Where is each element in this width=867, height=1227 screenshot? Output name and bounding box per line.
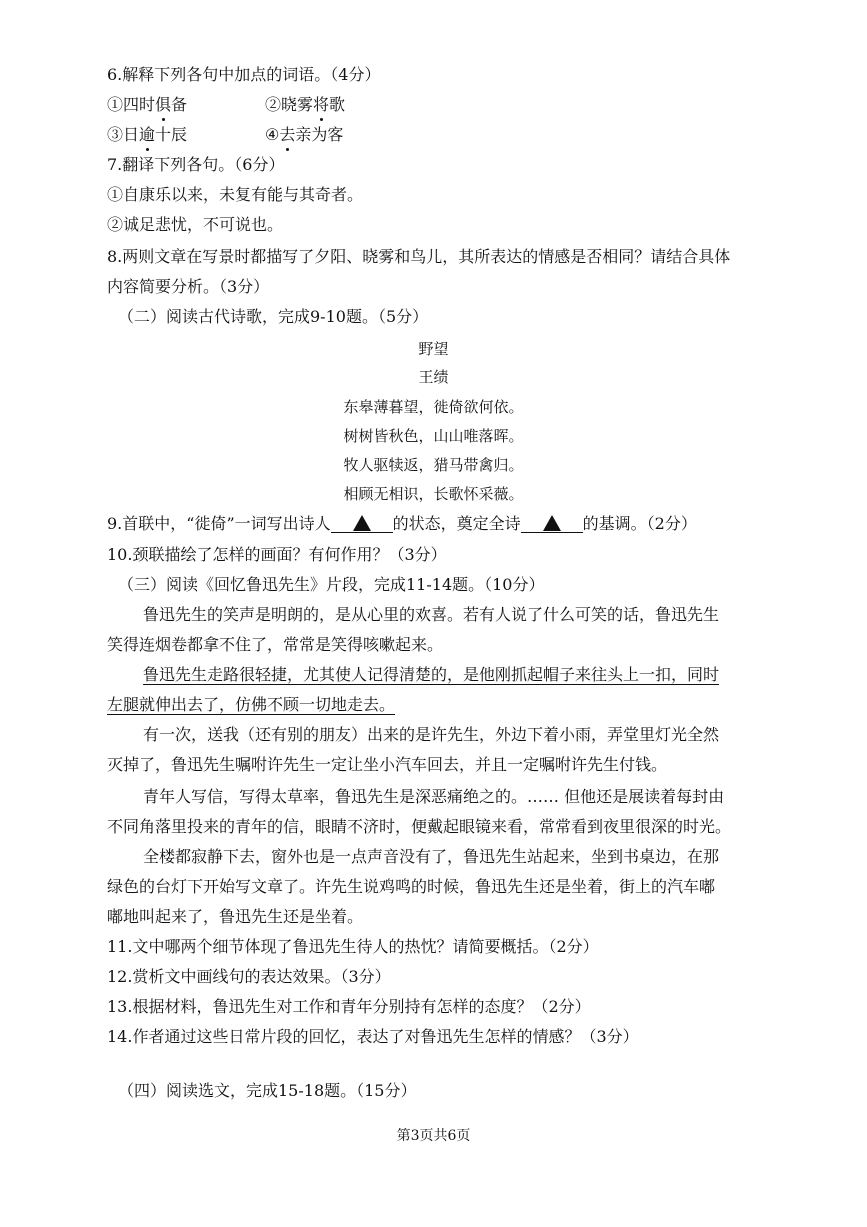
q9-part-2: 的状态，奠定全诗 bbox=[392, 514, 521, 533]
passage-p5-line-1: 全楼都寂静下去，窗外也是一点声音没有了，鲁迅先生站起来，坐到书桌边，在那 bbox=[143, 847, 720, 866]
passage-p3-line-1: 有一次，送我（还有别的朋友）出来的是许先生，外边下着小雨，弄堂里灯光全然 bbox=[143, 725, 720, 744]
q6-item-2-pre: ②晓雾 bbox=[265, 95, 314, 114]
passage-p4-line-2: 不同角落里投来的青年的信，眼睛不济时，便戴起眼镜来看，常常看到夜里很深的时光。 bbox=[107, 817, 732, 836]
passage-p1-line-1: 鲁迅先生的笑声是明朗的，是从心里的欢喜。若有人说了什么可笑的话，鲁迅先生 bbox=[143, 605, 720, 624]
passage-p2-line-1: 鲁迅先生走路很轻捷，尤其使人记得清楚的，是他刚抓起帽子来往头上一扣，同时 bbox=[143, 665, 720, 684]
q6-item-4-dotted: 去 bbox=[279, 125, 296, 144]
section-3-heading: （三）阅读《回忆鲁迅先生》片段，完成11-14题。（10分） bbox=[118, 575, 545, 594]
q6-item-3-post: 十辰 bbox=[155, 125, 188, 144]
q6-item-4 bbox=[265, 124, 343, 146]
q12: 12.赏析文中画线句的表达效果。（3分） bbox=[107, 967, 391, 986]
q10: 10.颈联描绘了怎样的画面？有何作用？（3分） bbox=[107, 545, 447, 564]
section-2-heading: （二）阅读古代诗歌，完成9-10题。（5分） bbox=[118, 307, 429, 326]
q6-item-4-pre: ④ bbox=[265, 125, 280, 144]
q9-part-1: 9.首联中，“徙倚”一词写出诗人 bbox=[107, 514, 331, 533]
poem-line-2: 树树皆秋色，山山唯落晖。 bbox=[343, 427, 524, 445]
q7-stem: 7.翻译下列各句。（6分） bbox=[107, 155, 285, 174]
q7-sentence-2: ②诚足悲忧，不可说也。 bbox=[107, 215, 284, 234]
q6-item-2 bbox=[265, 94, 345, 116]
q9 bbox=[107, 513, 697, 535]
poem-line-1: 东皋薄暮望，徙倚欲何依。 bbox=[343, 398, 524, 416]
q6-item-2-post: 歌 bbox=[329, 95, 346, 114]
q6-item-3-dotted: 逾 bbox=[139, 125, 156, 144]
poem-line-4: 相顾无相识，长歌怀采薇。 bbox=[343, 485, 524, 503]
passage-p5-line-2: 绿色的台灯下开始写文章了。许先生说鸡鸣的时候，鲁迅先生还是坐着，街上的汽车嘟 bbox=[107, 877, 716, 896]
q6-item-1-post: 备 bbox=[171, 95, 188, 114]
q14: 14.作者通过这些日常片段的回忆，表达了对鲁迅先生怎样的情感？（3分） bbox=[107, 1027, 639, 1046]
passage-p3-line-2: 灭掉了，鲁迅先生嘱咐许先生一定让坐小汽车回去，并且一定嘱咐许先生付钱。 bbox=[107, 755, 668, 774]
poem-line-3: 牧人驱犊返，猎马带禽归。 bbox=[343, 456, 524, 474]
triangle-icon bbox=[353, 515, 371, 531]
page-footer: 第3页共6页 bbox=[396, 1128, 471, 1144]
q6-item-1-pre: ①四时 bbox=[107, 95, 156, 114]
q9-part-3: 的基调。（2分） bbox=[582, 514, 697, 533]
q6-item-1-dotted: 俱 bbox=[155, 95, 172, 114]
poem-title: 野望 bbox=[418, 340, 449, 358]
q11: 11.文中哪两个细节体现了鲁迅先生待人的热忱？请简要概括。（2分） bbox=[107, 937, 599, 956]
q6-item-2-dotted: 将 bbox=[313, 95, 330, 114]
q6-stem: 6.解释下列各句中加点的词语。（4分） bbox=[107, 65, 381, 84]
passage-p2-line-2: 左腿就伸出去了，仿佛不顾一切地走去。 bbox=[107, 695, 396, 714]
poem-author: 王绩 bbox=[418, 368, 449, 386]
q8-line-1: 8.两则文章在写景时都描写了夕阳、晓雾和鸟儿，其所表达的情感是否相同？请结合具体 bbox=[107, 247, 731, 266]
passage-p4-line-1: 青年人写信，写得太草率，鲁迅先生是深恶痛绝之的。…… 但他还是展读着每封由 bbox=[143, 787, 725, 806]
q6-item-3 bbox=[107, 124, 187, 146]
q6-item-4-post: 亲为客 bbox=[295, 125, 344, 144]
q8-line-2: 内容简要分析。（3分） bbox=[107, 277, 270, 296]
triangle-icon bbox=[543, 515, 561, 531]
answer-blank-1[interactable] bbox=[331, 514, 393, 533]
q6-item-1 bbox=[107, 94, 187, 116]
q7-sentence-1: ①自康乐以来，未复有能与其奇者。 bbox=[107, 185, 364, 204]
answer-blank-2[interactable] bbox=[521, 514, 583, 533]
q13: 13.根据材料，鲁迅先生对工作和青年分别持有怎样的态度？（2分） bbox=[107, 997, 591, 1016]
q6-item-3-pre: ③日 bbox=[107, 125, 140, 144]
passage-p5-line-3: 嘟地叫起来了，鲁迅先生还是坐着。 bbox=[107, 907, 364, 926]
passage-p1-line-2: 笑得连烟卷都拿不住了，常常是笑得咳嗽起来。 bbox=[107, 635, 444, 654]
section-4-heading: （四）阅读选文，完成15-18题。（15分） bbox=[118, 1081, 417, 1100]
